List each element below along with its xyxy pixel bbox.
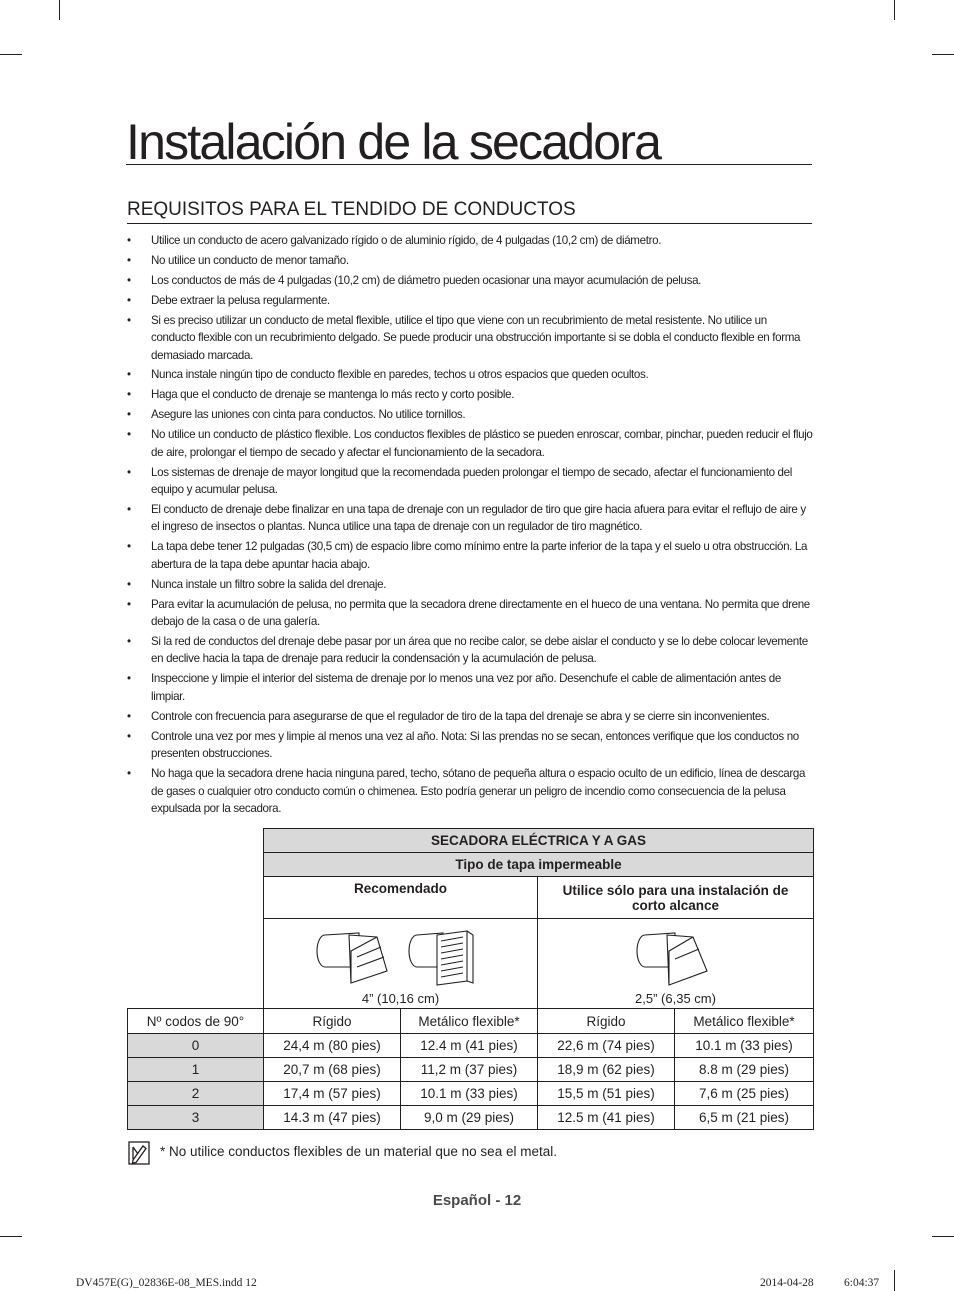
bullet-item: • No utilice un conducto de menor tamaño.: [127, 252, 813, 270]
table-cell: 7,6 m (25 pies): [675, 1082, 814, 1106]
elbow-count: 2: [128, 1082, 264, 1106]
table-row: [128, 1082, 814, 1106]
vent-hood-image-2-5in: [538, 919, 814, 1009]
bullet-item: • No utilice un conducto de plástico flexible. Los conductos flexibles de plástico se pueden enroscar, combar, pinchar, pueden reducir el flujo de aire, prolongar el tiempo de secado y afectar el funcionamiento de la secadora.: [127, 426, 813, 461]
section-title: REQUISITOS PARA EL TENDIDO DE CONDUCTOS: [127, 198, 812, 224]
table-cell: 11,2 m (37 pies): [401, 1058, 538, 1082]
elbow-count: 1: [128, 1058, 264, 1082]
bullet-item: • Si la red de conductos del drenaje debe pasar por un área que no recibe calor, se debe aislar el conducto y se lo debe colocar levemente en declive hacia la tapa de drenaje para reducir la condensación y la acumulación de pelusa.: [127, 633, 813, 668]
row-header: Nº codos de 90°: [128, 1009, 264, 1034]
bullet-item: • Nunca instale ningún tipo de conducto flexible en paredes, techos u otros espacios que queden ocultos.: [127, 366, 813, 384]
bullet-item: • Para evitar la acumulación de pelusa, no permita que la secadora drene directamente en el hueco de una ventana. No permita que drene debajo de la casa o de una galería.: [127, 596, 813, 631]
table-cell: 18,9 m (62 pies): [538, 1058, 675, 1082]
table-cell: 10.1 m (33 pies): [401, 1082, 538, 1106]
page-number: Español - 12: [432, 1192, 522, 1209]
vent-length-table: [127, 828, 814, 1130]
table-cell: 9,0 m (29 pies): [401, 1106, 538, 1130]
page-title: Instalación de la secadora: [126, 112, 812, 165]
requirements-list: [127, 232, 813, 820]
bullet-item: • Debe extraer la pelusa regularmente.: [127, 292, 813, 310]
caption-4in: 4” (10,16 cm): [361, 991, 440, 1006]
vent-hood-images-4in: [264, 919, 538, 1009]
table-cell: 12.5 m (41 pies): [538, 1106, 675, 1130]
footer-date: 2014-04-28: [760, 1277, 814, 1289]
table-row: [128, 1058, 814, 1082]
note-text: * No utilice conductos flexibles de un material que no sea el metal.: [160, 1144, 557, 1159]
crop-mark: [0, 54, 22, 55]
bullet-item: • Inspeccione y limpie el interior del sistema de drenaje por lo menos una vez por año. Desenchufe el cable de alimentación antes de limpiar.: [127, 670, 813, 705]
table-row: [128, 1034, 814, 1058]
crop-mark: [0, 1236, 22, 1237]
bullet-item: • Nunca instale un filtro sobre la salida del drenaje.: [127, 576, 813, 594]
table-header-sub: Tipo de tapa impermeable: [264, 853, 814, 877]
bullet-item: • El conducto de drenaje debe finalizar en una tapa de drenaje con un regulador de tiro que gire hacia afuera para evitar el reflujo de aire y el ingreso de insectos o plantas. Nunca utilice una tapa de drenaje con un regulador de tiro magnético.: [127, 501, 813, 536]
sub-flexible-4in: Metálico flexible*: [401, 1009, 538, 1034]
crop-mark: [932, 54, 954, 55]
table-cell: 22,6 m (74 pies): [538, 1034, 675, 1058]
table-row: [128, 1106, 814, 1130]
bullet-item: • La tapa debe tener 12 pulgadas (30,5 cm) de espacio libre como mínimo entre la parte inferior de la tapa y el suelo u otra obstrucción. La abertura de la tapa debe apuntar hacia abajo.: [127, 538, 813, 573]
table-cell: 12.4 m (41 pies): [401, 1034, 538, 1058]
col-recommended: Recomendado: [264, 877, 538, 919]
caption-2-5in: 2,5” (6,35 cm): [635, 991, 716, 1006]
col-short-reach: Utilice sólo para una instalación de corto alcance: [538, 877, 814, 919]
vent-hood-icon: [631, 927, 721, 989]
bullet-item: • Haga que el conducto de drenaje se mantenga lo más recto y corto posible.: [127, 386, 813, 404]
sub-flexible-2-5in: Metálico flexible*: [675, 1009, 814, 1034]
crop-mark: [932, 1236, 954, 1237]
table-cell: 24,4 m (80 pies): [264, 1034, 401, 1058]
bullet-item: • Si es preciso utilizar un conducto de metal flexible, utilice el tipo que viene con un recubrimiento de metal resistente. No utilice un conducto flexible con un recubrimiento delgado. Se puede producir una obstrucción importante si se dobla el conducto flexible en forma demasiado marcada.: [127, 312, 813, 365]
bullet-item: • Controle una vez por mes y limpie al menos una vez al año. Nota: Si las prendas no se secan, entonces verifique que los conductos no presenten obstrucciones.: [127, 728, 813, 763]
elbow-count: 3: [128, 1106, 264, 1130]
table-cell: 6,5 m (21 pies): [675, 1106, 814, 1130]
crop-mark: [894, 1270, 895, 1291]
bullet-item: • Los sistemas de drenaje de mayor longitud que la recomendada pueden prolongar el tiempo de secado, afectar el funcionamiento del equipo y acumular pelusa.: [127, 464, 813, 499]
sub-rigid-2-5in: Rígido: [538, 1009, 675, 1034]
crop-mark: [59, 0, 60, 20]
table-cell: 8.8 m (29 pies): [675, 1058, 814, 1082]
note-icon: [128, 1141, 150, 1165]
table-cell: 20,7 m (68 pies): [264, 1058, 401, 1082]
sub-rigid-4in: Rígido: [264, 1009, 401, 1034]
table-cell: 15,5 m (51 pies): [538, 1082, 675, 1106]
footer-time: 6:04:37: [844, 1277, 880, 1289]
table-cell: 10.1 m (33 pies): [675, 1034, 814, 1058]
table-header-main: SECADORA ELÉCTRICA Y A GAS: [264, 829, 814, 853]
footer-filename: DV457E(G)_02836E-08_MES.indd 12: [76, 1277, 257, 1289]
bullet-item: • Utilice un conducto de acero galvanizado rígido o de aluminio rígido, de 4 pulgadas (10,2 cm) de diámetro.: [127, 232, 813, 250]
bullet-item: • Controle con frecuencia para asegurarse de que el regulador de tiro de la tapa del drenaje se abra y se cierre sin inconvenientes.: [127, 708, 813, 726]
bullet-item: • Asegure las uniones con cinta para conductos. No utilice tornillos.: [127, 406, 813, 424]
elbow-count: 0: [128, 1034, 264, 1058]
bullet-item: • Los conductos de más de 4 pulgadas (10,2 cm) de diámetro pueden ocasionar una mayor acumulación de pelusa.: [127, 272, 813, 290]
crop-mark: [894, 0, 895, 20]
table-cell: 14.3 m (47 pies): [264, 1106, 401, 1130]
bullet-item: • No haga que la secadora drene hacia ninguna pared, techo, sótano de pequeña altura o espacio oculto de un edificio, línea de descarga de gases o cualquier otro conducto común o chimenea. Esto podría generar un peligro de incendio como consecuencia de la pelusa expulsada por la secadora.: [127, 765, 813, 818]
table-cell: 17,4 m (57 pies): [264, 1082, 401, 1106]
vent-hood-icon: [311, 927, 491, 989]
